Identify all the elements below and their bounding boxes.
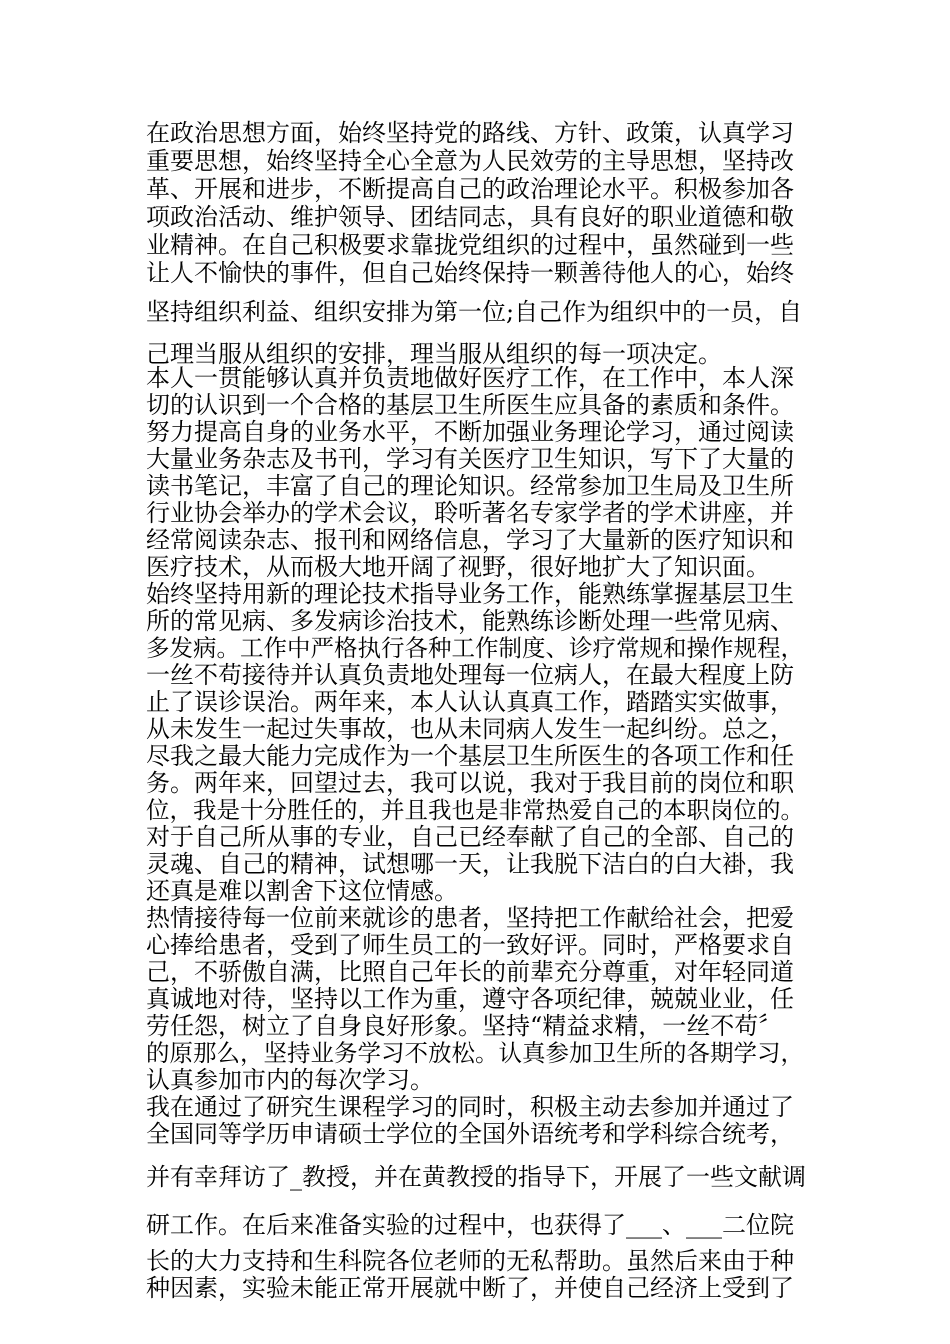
- text-line: 项政治活动、维护领导、团结同志，具有良好的职业道德和敬: [146, 203, 794, 231]
- text-line: 灵魂、自己的精神，试想哪一天，让我脱下洁白的白大褂，我: [146, 850, 794, 878]
- text-line: 认真参加市内的每次学习。: [146, 1066, 434, 1094]
- text-line: 己理当服从组织的安排，理当服从组织的每一项决定。: [146, 340, 722, 368]
- text-line: 的原那么，坚持业务学习不放松。认真参加卫生所的各期学习，: [146, 1039, 804, 1067]
- text-line: 位，我是十分胜任的，并且我也是非常热爱自己的本职岗位的。: [146, 796, 804, 824]
- text-line: 大量业务杂志及书刊，学习有关医疗卫生知识，写下了大量的: [146, 445, 794, 473]
- text-line: 医疗技术，从而极大地开阔了视野，很好地扩大了知识面。: [146, 553, 770, 581]
- text-line: 热情接待每一位前来就诊的患者，坚持把工作献给社会，把爱: [146, 904, 794, 932]
- text-line: 研工作。在后来准备实验的过程中，也获得了___、___二位院: [146, 1211, 794, 1239]
- text-line: 种因素，实验未能正常开展就中断了，并使自己经济上受到了: [146, 1274, 794, 1302]
- text-line: 革、开展和进步，不断提高自己的政治理论水平。积极参加各: [146, 175, 794, 203]
- text-line: 从未发生一起过失事故，也从未同病人发生一起纠纷。总之，: [146, 715, 794, 743]
- text-line: 己，不骄傲自满，比照自己年长的前辈充分尊重，对年轻同道: [146, 958, 794, 986]
- text-line: 一丝不苟接待并认真负责地处理每一位病人，在最大程度上防: [146, 661, 794, 689]
- text-line: 让人不愉快的事件，但自己始终保持一颗善待他人的心，始终: [146, 259, 794, 287]
- text-line: 本人一贯能够认真并负责地做好医疗工作，在工作中，本人深: [146, 364, 794, 392]
- text-line: 尽我之最大能力完成作为一个基层卫生所医生的各项工作和任: [146, 742, 794, 770]
- text-line: 在政治思想方面，始终坚持党的路线、方针、政策，认真学习: [146, 119, 794, 147]
- text-line: 劳任怨，树立了自身良好形象。坚持“精益求精，一丝不苟〞: [146, 1012, 783, 1040]
- text-line: 并有幸拜访了_教授，并在黄教授的指导下，开展了一些文献调: [146, 1163, 806, 1191]
- text-line: 切的认识到一个合格的基层卫生所医生应具备的素质和条件。: [146, 391, 794, 419]
- text-line: 重要思想，始终坚持全心全意为人民效劳的主导思想，坚持改: [146, 147, 794, 175]
- text-line: 读书笔记，丰富了自己的理论知识。经常参加卫生局及卫生所: [146, 472, 794, 500]
- text-line: 我在通过了研究生课程学习的同时，积极主动去参加并通过了: [146, 1093, 794, 1121]
- text-line: 努力提高自身的业务水平，不断加强业务理论学习，通过阅读: [146, 418, 794, 446]
- text-line: 多发病。工作中严格执行各种工作制度、诊疗常规和操作规程，: [146, 634, 804, 662]
- text-line: 务。两年来，回望过去，我可以说，我对于我目前的岗位和职: [146, 769, 794, 797]
- text-line: 真诚地对待，坚持以工作为重，遵守各项纪律，兢兢业业，任: [146, 985, 794, 1013]
- text-line: 全国同等学历申请硕士学位的全国外语统考和学科综合统考，: [146, 1120, 794, 1148]
- text-line: 行业协会举办的学术会议，聆听著名专家学者的学术讲座，并: [146, 499, 794, 527]
- text-line: 还真是难以割舍下这位情感。: [146, 877, 458, 905]
- text-line: 业精神。在自己积极要求靠拢党组织的过程中，虽然碰到一些: [146, 231, 794, 259]
- text-line: 对于自己所从事的专业，自己已经奉献了自己的全部、自己的: [146, 823, 794, 851]
- text-line: 经常阅读杂志、报刊和网络信息，学习了大量新的医疗知识和: [146, 526, 794, 554]
- text-line: 所的常见病、多发病诊治技术，能熟练诊断处理一些常见病、: [146, 607, 794, 635]
- text-line: 长的大力支持和生科院各位老师的无私帮助。虽然后来由于种: [146, 1247, 794, 1275]
- text-line: 心捧给患者，受到了师生员工的一致好评。同时，严格要求自: [146, 931, 794, 959]
- text-line: 止了误诊误治。两年来，本人认认真真工作，踏踏实实做事，: [146, 688, 794, 716]
- text-line: 始终坚持用新的理论技术指导业务工作，能熟练掌握基层卫生: [146, 580, 794, 608]
- text-line: 坚持组织利益、组织安排为第一位;自己作为组织中的一员，自: [146, 298, 803, 326]
